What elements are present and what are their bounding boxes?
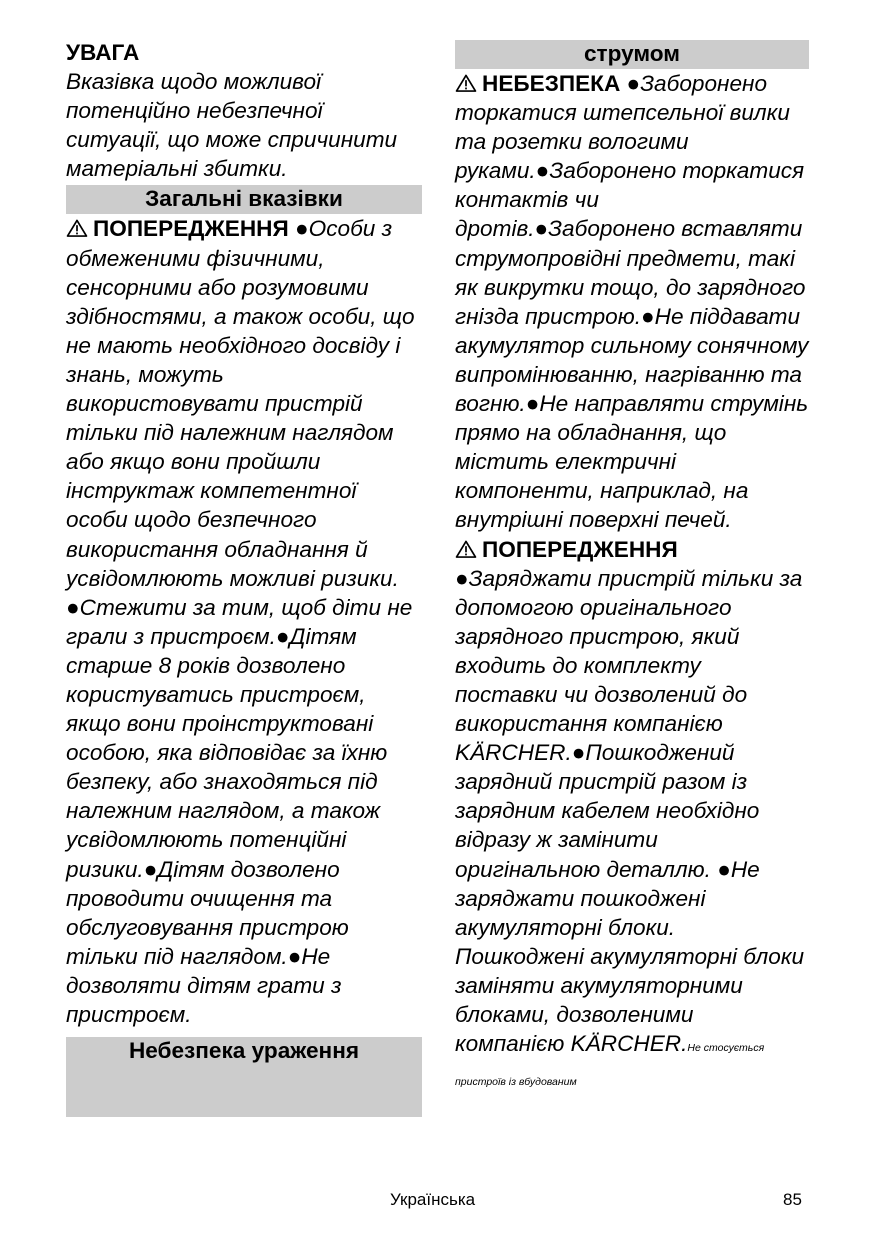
warning-paragraph-2: [455, 535, 809, 1098]
caution-title: УВАГА: [66, 40, 140, 65]
danger-text: ●Заборонено торкатися штепсельної вилки та розетки вологими руками.●Заборонено торкатися контактів чи дротів.●Заборонено вставляти струмопровідні предмети, такі як викрутки тощо, до зарядного гнізда пристрою.●Не піддавати акумулятор сильному сонячному випромінюванню, нагріванню та вогню.●Не направляти струмінь прямо на обладнання, що містить електричні компоненти, наприклад, на внутрішні поверхні печей.: [455, 71, 809, 533]
warning-label-2: ПОПЕРЕДЖЕННЯ: [482, 536, 678, 562]
footer-language: Українська: [390, 1190, 476, 1209]
page-number: 85: [783, 1190, 802, 1209]
left-column: [66, 38, 422, 1117]
general-instructions-header: Загальні вказівки: [66, 185, 422, 214]
warning-triangle-icon: [455, 74, 477, 92]
right-column: [455, 38, 809, 1097]
caution-text: Вказівка щодо можливої потенційно небезпечної ситуації, що може спричинити матеріальні збитки.: [66, 69, 398, 182]
warning-text-1: ●Особи з обмеженими фізичними, сенсорними або розумовими здібностями, а також особи, що не мають необхідного досвіду і знань, можуть використовувати пристрій тільки під належним наглядом або якщо вони пройшли інструктаж компетентної особи щодо безпечного використання обладнання й усвідомлюють можливі ризики. ●Стежити за тим, щоб діти не грали з пристроєм.●Дітям старше 8 років дозволено користуватись пристроєм, якщо вони проінструктовані особою, яка відповідає за їхню безпеку, або знаходяться під належним наглядом, а також усвідомлюють потенційні ризики.●Дітям дозволено проводити очищення та обслуговування пристрою тільки під наглядом.●Не дозволяти дітям грати з пристроєм.: [66, 216, 415, 1027]
small-note: Не стосується пристроїв із вбудованим: [455, 1042, 765, 1089]
electric-shock-header-continued: струмом: [455, 40, 809, 69]
warning-triangle-icon: [66, 219, 88, 237]
warning-text-2: ●Заряджати пристрій тільки за допомогою оригінального зарядного пристрою, який входить до комплекту поставки чи дозволений до використання компанією KÄRCHER.●Пошкоджений зарядний пристрій разом із зарядним кабелем необхідно відразу ж замінити оригінальною деталлю. ●Не заряджати пошкоджені акумуляторні блоки. Пошкоджені акумуляторні блоки заміняти акумуляторними блоками, дозволеними компанією KÄRCHER.: [455, 565, 805, 1057]
warning-label-1: ПОПЕРЕДЖЕННЯ: [93, 216, 289, 242]
danger-label: НЕБЕЗПЕКА: [482, 71, 621, 96]
warning-triangle-icon: [455, 540, 477, 558]
danger-paragraph: [455, 69, 809, 535]
electric-shock-header: Небезпека ураження: [66, 1037, 422, 1117]
warning-paragraph-1: [66, 214, 422, 1029]
